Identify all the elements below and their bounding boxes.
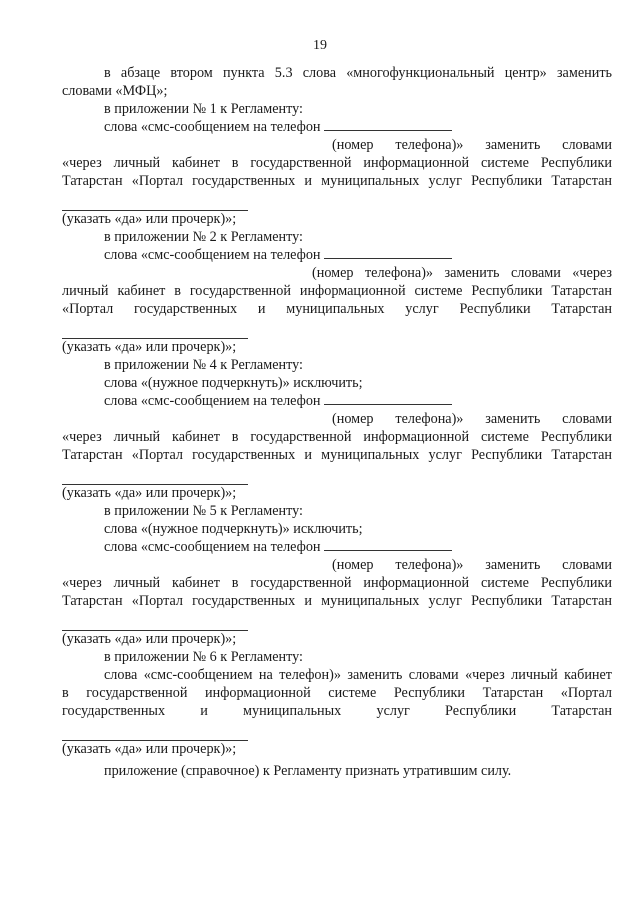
text-line: (указать «да» или прочерк)»; [62, 485, 237, 501]
spacer [62, 610, 612, 618]
text-line [62, 264, 612, 282]
blank-field [324, 392, 452, 405]
text-fragment: слова «смс-сообщением на телефон [104, 247, 321, 263]
document-body [62, 64, 612, 780]
text-line: в приложении № 6 к Регламенту: [104, 649, 303, 665]
text-fragment [332, 556, 612, 574]
text-line [62, 538, 612, 556]
blank-field [324, 246, 452, 259]
text-fragment: слова «смс-сообщением на телефон [104, 393, 321, 409]
text-fragment: (номер телефона)» заменить словами «через [312, 265, 612, 281]
text-line: (указать «да» или прочерк)»; [62, 339, 237, 355]
page-number: 19 [313, 38, 327, 53]
text-line: в абзаце втором пункта 5.3 слова «многофункциональный центр» заменить [104, 65, 612, 81]
text-line: «Портал государственных и муниципальных услуг Республики Татарстан [62, 301, 612, 317]
text-line: государственных и муниципальных услуг Республики Татарстан [62, 703, 612, 719]
text-line: «через личный кабинет в государственной информационной системе Республики [62, 155, 612, 171]
text-line: «через личный кабинет в государственной информационной системе Республики [62, 575, 612, 591]
text-fragment [332, 136, 612, 154]
text-line: в приложении № 5 к Регламенту: [104, 503, 303, 519]
text-fragment: (номер телефона)» заменить словами [332, 557, 612, 573]
text-line [62, 246, 612, 264]
text-line: (указать «да» или прочерк)»; [62, 741, 237, 757]
blank-field [324, 538, 452, 551]
text-line [62, 118, 612, 136]
text-fragment [332, 410, 612, 428]
text-line [62, 392, 612, 410]
spacer [62, 190, 612, 198]
text-line: в приложении № 2 к Регламенту: [104, 229, 303, 245]
spacer [62, 318, 612, 326]
spacer [62, 720, 612, 728]
text-line: личный кабинет в государственной информационной системе Республики Татарстан [62, 283, 612, 299]
text-line: слова «(нужное подчеркнуть)» исключить; [104, 521, 363, 537]
text-line [62, 136, 612, 154]
text-line: Татарстан «Портал государственных и муниципальных услуг Республики Татарстан [62, 593, 612, 609]
text-line: «через личный кабинет в государственной информационной системе Республики [62, 429, 612, 445]
text-line [62, 410, 612, 428]
text-line: слова «смс-сообщением на телефон)» заменить словами «через личный кабинет [104, 667, 612, 683]
text-line: словами «МФЦ»; [62, 83, 168, 99]
text-line [62, 556, 612, 574]
text-line: (указать «да» или прочерк)»; [62, 631, 237, 647]
text-line: слова «(нужное подчеркнуть)» исключить; [104, 375, 363, 391]
text-line: (указать «да» или прочерк)»; [62, 211, 237, 227]
text-fragment [312, 264, 612, 282]
spacer [62, 464, 612, 472]
text-line: Татарстан «Портал государственных и муниципальных услуг Республики Татарстан [62, 447, 612, 463]
text-line: в приложении № 1 к Регламенту: [104, 101, 303, 117]
text-line: приложение (справочное) к Регламенту признать утратившим силу. [104, 763, 512, 779]
text-fragment: слова «смс-сообщением на телефон [104, 539, 321, 555]
text-line: Татарстан «Портал государственных и муниципальных услуг Республики Татарстан [62, 173, 612, 189]
blank-field [324, 118, 452, 131]
text-fragment: (номер телефона)» заменить словами [332, 137, 612, 153]
text-line: в приложении № 4 к Регламенту: [104, 357, 303, 373]
text-fragment: (номер телефона)» заменить словами [332, 411, 612, 427]
text-fragment: слова «смс-сообщением на телефон [104, 119, 321, 135]
text-line: в государственной информационной системе Республики Татарстан «Портал [62, 685, 612, 701]
